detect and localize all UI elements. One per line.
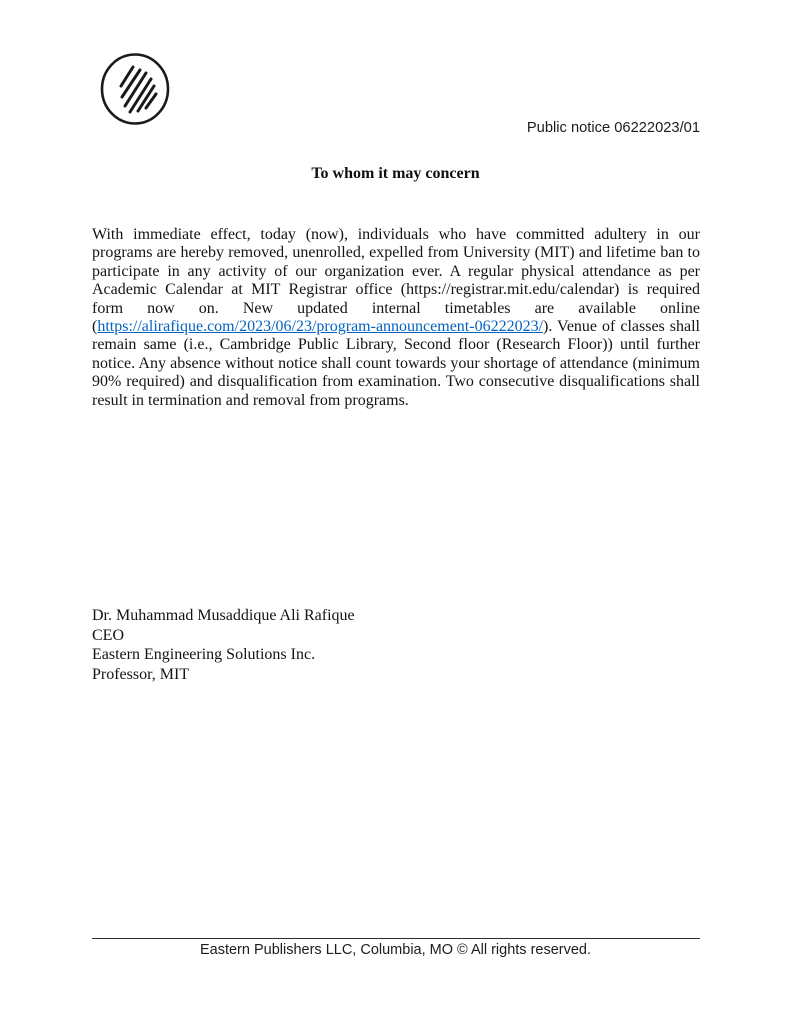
body-text-after-link: ). Venue of classes shall remain same (i.e., Cambridge Public Library, Second floor (Research Floor)) until further notice. Any absence without notice shall count towards your shortage of attendance (minimum 90% required) and disqualification from examination. Two consecutive disqualifications shall result in termination and removal from programs. bbox=[92, 318, 700, 409]
signatory-title: CEO bbox=[92, 626, 124, 644]
hatched-circle-icon bbox=[100, 52, 170, 126]
body-text-before-link: With immediate effect, today (now), individuals who have committed adultery in our programs are hereby removed, unenrolled, expelled from University (MIT) and lifetime ban to participate in any activity of our organization ever. A regular physical attendance as per Academic Calendar at MIT Registrar office (https://registrar.mit.edu/calendar) is required form now on. New updated internal timetables are available online ( bbox=[92, 226, 700, 336]
signatory-name: Dr. Muhammad Musaddique Ali Rafique bbox=[92, 607, 355, 624]
program-announcement-link[interactable]: https://alirafique.com/2023/06/23/program-announcement-06222023/ bbox=[97, 318, 544, 336]
signature-block bbox=[92, 606, 355, 684]
footer-copyright: Eastern Publishers LLC, Columbia, MO © All rights reserved. bbox=[199, 942, 592, 958]
notice-reference: Public notice 06222023/01 bbox=[526, 120, 700, 136]
footer-divider bbox=[92, 938, 700, 939]
signatory-role: Professor, MIT bbox=[92, 665, 190, 683]
salutation-heading: To whom it may concern bbox=[311, 165, 480, 182]
signatory-company: Eastern Engineering Solutions Inc. bbox=[92, 646, 316, 664]
company-logo bbox=[100, 52, 170, 126]
letter-body bbox=[92, 226, 700, 410]
